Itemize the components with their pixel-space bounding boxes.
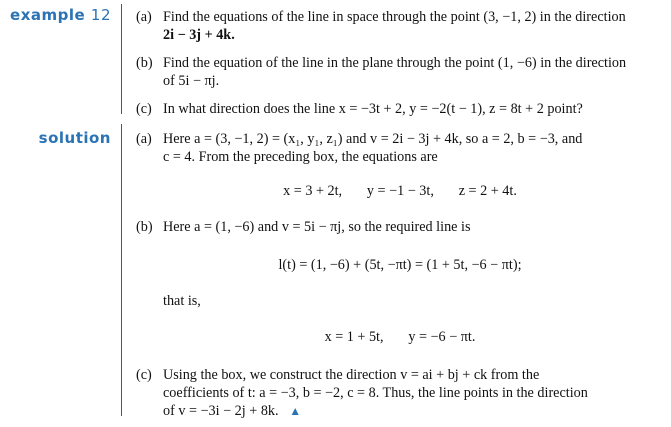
answer-b-tag: (b) <box>136 219 153 235</box>
answer-c-line-3 <box>163 402 663 420</box>
problem-b-tag: (b) <box>136 55 153 71</box>
answer-a-equation: x = 3 + 2t, y = −1 − 3t, z = 2 + 4t. <box>283 183 517 199</box>
example-rule <box>121 4 122 114</box>
answer-a-line-1: Here a = (3, −1, 2) = (x₁, y₁, z₁) and v = 2i − 3j + 4k, so a = 2, b = −3, and <box>163 131 583 147</box>
problem-c-tag: (c) <box>136 101 152 117</box>
problem-b-line-2: of 5i − πj. <box>163 73 220 89</box>
answer-a-line-2: c = 4. From the preceding box, the equations are <box>163 149 438 165</box>
answer-c-tag: (c) <box>136 367 152 383</box>
end-of-solution-icon: ▲ <box>289 404 302 418</box>
solution-word: solution <box>38 129 111 147</box>
problem-a-line-1: Find the equations of the line in space through the point (3, −1, 2) in the direction <box>163 9 626 25</box>
answer-b-equation-2: x = 1 + 5t, y = −6 − πt. <box>324 329 476 345</box>
solution-rule <box>121 124 122 416</box>
problem-b-line-1: Find the equation of the line in the plane through the point (1, −6) in the direction <box>163 55 627 71</box>
answer-b-line-1: Here a = (1, −6) and v = 5i − πj, so the required line is <box>163 219 471 235</box>
problem-a-line-2: 2i − 3j + 4k. <box>163 27 235 43</box>
answer-c-line-3-text: of v = −3i − 2j + 8k. <box>163 403 279 419</box>
problem-a-tag: (a) <box>136 9 152 25</box>
example-label <box>10 6 111 24</box>
answer-c-line-2: coefficients of t: a = −3, b = −2, c = 8. Thus, the line points in the direction <box>163 385 588 401</box>
solution-label <box>39 129 111 147</box>
answer-c-line-1: Using the box, we construct the direction v = ai + bj + ck from the <box>163 367 540 383</box>
example-number: 12 <box>90 6 111 24</box>
problem-c-line-1: In what direction does the line x = −3t + 2, y = −2(t − 1), z = 8t + 2 point? <box>163 101 583 117</box>
answer-b-that-is-text: that is, <box>163 293 201 309</box>
example-word: example <box>10 6 86 24</box>
answer-a-tag: (a) <box>136 131 152 147</box>
answer-b-equation: l(t) = (1, −6) + (5t, −πt) = (1 + 5t, −6 − πt); <box>278 257 522 273</box>
